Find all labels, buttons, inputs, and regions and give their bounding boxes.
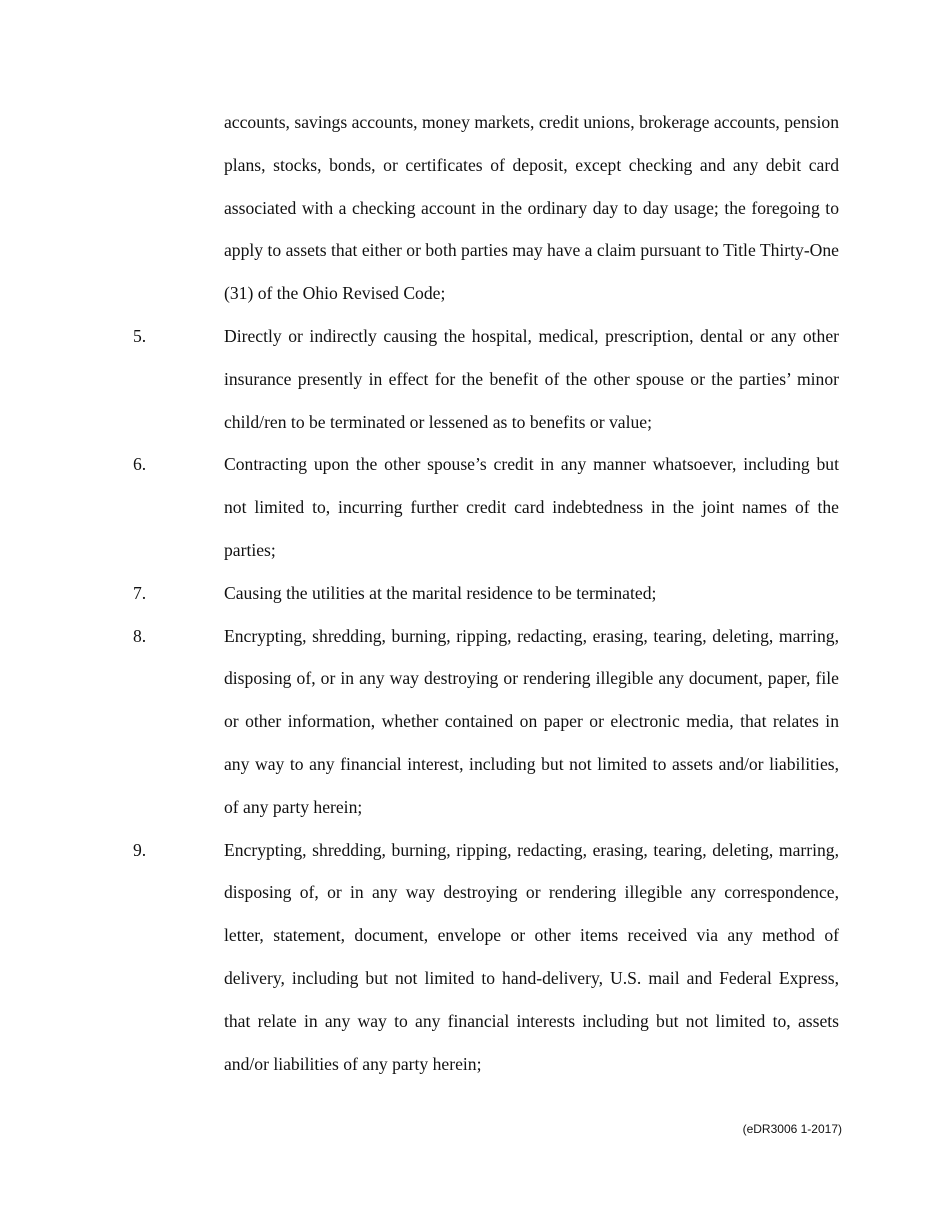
item-text: Encrypting, shredding, burning, ripping, redacting, erasing, tearing, deleting, marring, disposing of, or in any way destroying or rendering illegible any document, paper, file or other information, whether contained on paper or electronic media, that relates in any way to any financial interest, including but not limited to assets and/or liabilities, of any party herein; — [224, 625, 839, 817]
item-text: Causing the utilities at the marital residence to be terminated; — [224, 582, 657, 603]
list-item-7 — [133, 572, 839, 615]
form-code-footer: (eDR3006 1-2017) — [742, 1122, 842, 1136]
item-number: 8. — [133, 625, 147, 646]
item-number: 5. — [133, 325, 147, 346]
item-text: Encrypting, shredding, burning, ripping, redacting, erasing, tearing, deleting, marring, disposing of, or in any way destroying or rendering illegible any correspondence, letter, statement, document, envelope or other items received via any method of delivery, including but not limited to hand-delivery, U.S. mail and Federal Express, that relate in any way to any financial interests including but not limited to, assets and/or liabilities of any party herein; — [224, 839, 839, 1074]
item-number: 9. — [133, 839, 147, 860]
document-body — [133, 101, 839, 1085]
item-number: 7. — [133, 582, 147, 603]
continuation-paragraph — [133, 101, 839, 315]
item-text: Directly or indirectly causing the hospital, medical, prescription, dental or any other insurance presently in effect for the benefit of the other spouse or the parties’ minor child/ren to be terminated or lessened as to benefits or value; — [224, 325, 839, 432]
list-item-6 — [133, 443, 839, 571]
list-item-9 — [133, 829, 839, 1086]
list-item-8 — [133, 615, 839, 829]
item-text: Contracting upon the other spouse’s credit in any manner whatsoever, including but not limited to, incurring further credit card indebtedness in the joint names of the parties; — [224, 454, 839, 560]
item-number: 6. — [133, 454, 147, 475]
continuation-text: accounts, savings accounts, money markets, credit unions, brokerage accounts, pension plans, stocks, bonds, or certificates of deposit, except checking and any debit card associated with a checking account in the ordinary day to day usage; the foregoing to apply to assets that either or both parties may have a claim pursuant to Title Thirty-One (31) of the Ohio Revised Code; — [224, 112, 839, 304]
list-item-5 — [133, 315, 839, 443]
